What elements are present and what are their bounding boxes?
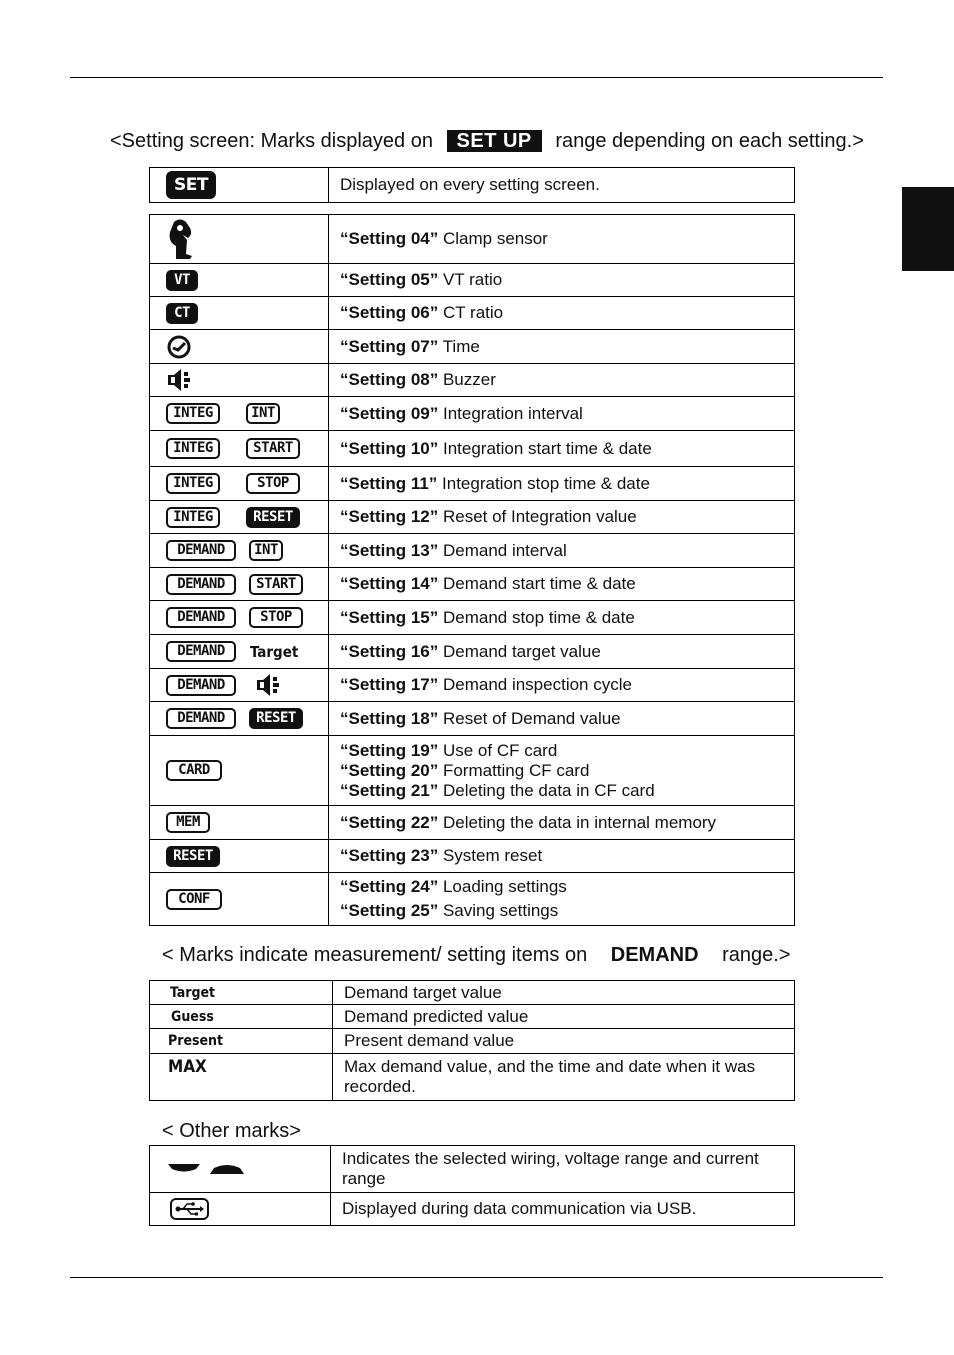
int-mark: INT [246, 403, 280, 424]
table-row [150, 873, 795, 926]
setting-number: “Setting 13” [340, 540, 439, 560]
side-tab [902, 187, 954, 271]
setting-text: Time [438, 336, 480, 356]
table-row [150, 1146, 795, 1193]
stop-mark: STOP [249, 607, 303, 628]
table-row [150, 467, 795, 501]
mem-mark: MEM [166, 812, 210, 833]
setting-number: “Setting 22” [340, 812, 439, 832]
setting-text: Demand stop time & date [438, 607, 635, 627]
table-row [150, 840, 795, 873]
setting-number: “Setting 15” [340, 607, 439, 627]
setting-number: “Setting 08” [340, 370, 439, 389]
setting-number: “Setting 17” [340, 675, 439, 694]
demand-mark-description: Max demand value, and the time and date when it was recorded. [333, 1054, 795, 1101]
table-row [150, 635, 795, 669]
table-row [150, 601, 795, 635]
setting-text: Demand inspection cycle [438, 675, 632, 694]
integ-mark: INTEG [166, 507, 220, 528]
reset-mark: RESET [166, 846, 220, 867]
other-marks-table [149, 1145, 795, 1226]
setting-number: “Setting 23” [340, 846, 439, 865]
wiring-range-icon [168, 1163, 248, 1175]
table-row [150, 736, 795, 806]
setting-number: “Setting 14” [340, 574, 439, 593]
setting-text: Loading settings [438, 877, 567, 896]
guess-mark: Guess [171, 1008, 214, 1025]
table-row [150, 297, 795, 330]
table-row [150, 534, 795, 568]
setting-line [340, 741, 783, 761]
other-mark-description: Displayed during data communication via USB. [331, 1193, 795, 1226]
setup-heading-before: <Setting screen: Marks displayed on [110, 130, 433, 152]
setting-number: “Setting 12” [340, 507, 439, 526]
buzzer-icon [255, 673, 281, 697]
target-mark: Target [170, 984, 216, 1001]
present-mark: Present [168, 1033, 224, 1050]
setting-text: CT ratio [438, 303, 504, 322]
int-mark: INT [249, 540, 283, 561]
reset-mark: RESET [246, 507, 300, 528]
clamp-sensor-icon [166, 218, 198, 260]
max-mark: MAX [168, 1056, 207, 1077]
setting-text: Deleting the data in CF card [438, 780, 655, 800]
setting-number: “Setting 05” [340, 270, 439, 289]
setting-number: “Setting 19” [340, 740, 439, 760]
demand-mark: DEMAND [166, 641, 236, 662]
table-row [150, 168, 795, 203]
table-row [150, 702, 795, 736]
setting-number: “Setting 07” [340, 336, 439, 356]
vt-mark: VT [166, 270, 198, 291]
settings-table [149, 214, 795, 926]
table-row [150, 501, 795, 534]
setting-number: “Setting 18” [340, 708, 439, 728]
setting-number: “Setting 04” [340, 229, 439, 248]
usb-icon [170, 1198, 210, 1220]
setting-text: Formatting CF card [438, 760, 590, 780]
table-row [150, 397, 795, 431]
setting-text: VT ratio [438, 270, 503, 289]
setting-text: Use of CF card [438, 740, 558, 760]
setting-text: Reset of Demand value [438, 708, 621, 728]
setting-text: Demand start time & date [438, 574, 636, 593]
start-mark: START [246, 438, 300, 459]
setting-text: Buzzer [438, 370, 496, 389]
demand-mark: DEMAND [166, 540, 236, 561]
setting-number: “Setting 06” [340, 303, 439, 322]
integ-mark: INTEG [166, 438, 220, 459]
setting-text: Clamp sensor [438, 229, 548, 248]
other-marks-heading: < Other marks> [162, 1120, 301, 1142]
setup-heading [110, 130, 864, 153]
demand-mark-description: Present demand value [333, 1029, 795, 1054]
setting-text: Saving settings [438, 901, 559, 920]
setting-line [340, 901, 783, 921]
integ-mark: INTEG [166, 473, 220, 494]
table-row [150, 330, 795, 364]
conf-mark: CONF [166, 889, 222, 910]
demand-heading-before: < Marks indicate measurement/ setting items on [162, 944, 588, 966]
setup-heading-after: range depending on each setting.> [555, 130, 864, 152]
table-row [150, 669, 795, 702]
stop-mark: STOP [246, 473, 300, 494]
card-mark: CARD [166, 760, 222, 781]
ct-mark: CT [166, 303, 198, 324]
demand-mark: DEMAND [166, 607, 236, 628]
set-description: Displayed on every setting screen. [329, 168, 795, 203]
target-mark: Target [250, 642, 299, 661]
setting-number: “Setting 09” [340, 403, 439, 423]
setting-number: “Setting 11” [340, 473, 438, 493]
setting-number: “Setting 20” [340, 760, 439, 780]
setting-number: “Setting 21” [340, 780, 439, 800]
set-mark: SET [166, 171, 216, 199]
setting-number: “Setting 10” [340, 438, 439, 458]
setting-number: “Setting 24” [340, 877, 439, 896]
setting-text: System reset [438, 846, 543, 865]
setting-text: Integration interval [438, 403, 583, 423]
table-row [150, 1193, 795, 1226]
setting-text: Deleting the data in internal memory [438, 812, 717, 832]
bottom-rule [70, 1277, 883, 1278]
buzzer-icon [166, 368, 192, 392]
clock-icon [166, 335, 192, 359]
setting-text: Integration start time & date [438, 438, 652, 458]
demand-marks-table [149, 980, 795, 1101]
setting-line [340, 781, 783, 801]
demand-word: DEMAND [610, 944, 699, 966]
table-row [150, 1054, 795, 1101]
setting-text: Demand interval [438, 540, 567, 560]
top-rule [70, 77, 883, 78]
setting-text: Demand target value [438, 641, 601, 661]
table-row [150, 806, 795, 840]
table-row [150, 1029, 795, 1054]
demand-mark: DEMAND [166, 574, 236, 595]
setting-text: Integration stop time & date [437, 473, 650, 493]
start-mark: START [249, 574, 303, 595]
table-row [150, 264, 795, 297]
table-row [150, 364, 795, 397]
setting-text: Reset of Integration value [438, 507, 637, 526]
setup-badge: SET UP [447, 130, 542, 152]
table-row [150, 431, 795, 467]
table-row [150, 215, 795, 264]
setting-line [340, 761, 783, 781]
table-row [150, 568, 795, 601]
other-mark-description: Indicates the selected wiring, voltage range and current range [331, 1146, 795, 1193]
set-table [149, 167, 795, 203]
setting-line [340, 877, 783, 897]
setting-number: “Setting 16” [340, 641, 439, 661]
demand-mark-description: Demand target value [333, 981, 795, 1005]
demand-mark-description: Demand predicted value [333, 1005, 795, 1029]
demand-heading [162, 944, 790, 967]
reset-mark: RESET [249, 708, 303, 729]
demand-mark: DEMAND [166, 708, 236, 729]
setting-number: “Setting 25” [340, 901, 439, 920]
demand-heading-after: range.> [722, 944, 791, 966]
integ-mark: INTEG [166, 403, 220, 424]
demand-mark: DEMAND [166, 675, 236, 696]
table-row [150, 1005, 795, 1029]
table-row [150, 981, 795, 1005]
